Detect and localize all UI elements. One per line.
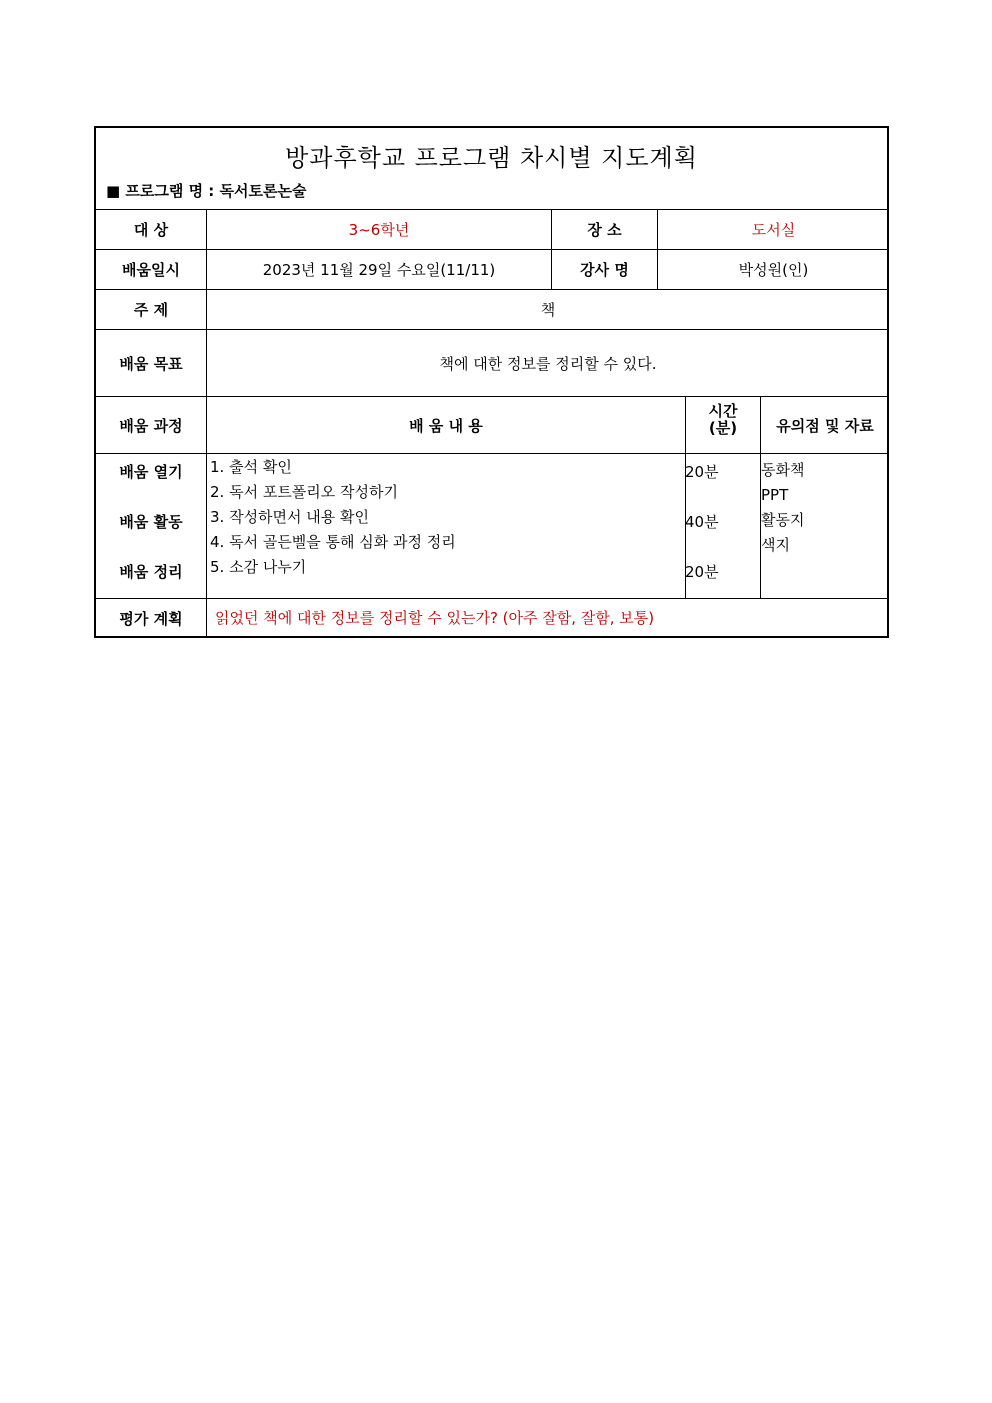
teacher-label: 강사 명 [580, 261, 629, 279]
evaluation-label: 평가 계획 [119, 610, 183, 628]
list-item: 5. 소감 나누기 [210, 558, 307, 576]
stage-open: 배움 열기 [119, 463, 183, 481]
time-header-line2: (분) [708, 419, 738, 437]
topic-value: 책 [540, 301, 556, 319]
time-header [686, 403, 760, 453]
lesson-plan-table [94, 126, 889, 638]
place-value: 도서실 [751, 221, 796, 239]
stage-close: 배움 정리 [119, 563, 183, 581]
stage-activity: 배움 활동 [119, 513, 183, 531]
time-open: 20분 [685, 463, 719, 481]
process-header: 배움 과정 [119, 416, 183, 435]
target-value: 3~6학년 [348, 221, 410, 239]
list-item: PPT [761, 486, 789, 504]
goal-label: 배움 목표 [119, 354, 183, 373]
time-close: 20분 [685, 563, 719, 581]
list-item: 동화책 [761, 461, 805, 479]
place-label: 장 소 [587, 221, 622, 239]
target-label: 대 상 [133, 221, 169, 239]
page-title: 방과후학교 프로그램 차시별 지도계획 [285, 144, 698, 172]
list-item: 1. 출석 확인 [210, 458, 292, 476]
list-item: 2. 독서 포트폴리오 작성하기 [210, 483, 399, 501]
program-name: ■ 프로그램 명 : 독서토론논술 [106, 182, 307, 200]
goal-value: 책에 대한 정보를 정리할 수 있다. [439, 354, 657, 373]
teacher-value: 박성원(인) [738, 261, 809, 279]
list-item: 활동지 [761, 511, 805, 529]
evaluation-value: 읽었던 책에 대한 정보를 정리할 수 있는가? (아주 잘함, 잘함, 보통) [215, 609, 655, 627]
time-activity: 40분 [685, 513, 719, 531]
topic-label: 주 제 [133, 301, 169, 319]
notes-header: 유의점 및 자료 [776, 416, 874, 435]
date-label: 배움일시 [122, 261, 180, 279]
list-item: 4. 독서 골든벨을 통해 심화 과정 정리 [210, 533, 456, 551]
list-item: 3. 작성하면서 내용 확인 [210, 508, 370, 526]
activity-list [210, 455, 456, 580]
list-item: 색지 [761, 536, 790, 554]
date-value: 2023년 11월 29일 수요일(11/11) [262, 261, 496, 279]
content-header: 배 움 내 용 [409, 416, 483, 435]
time-header-line1: 시간 [708, 402, 738, 420]
materials-list [761, 458, 804, 558]
